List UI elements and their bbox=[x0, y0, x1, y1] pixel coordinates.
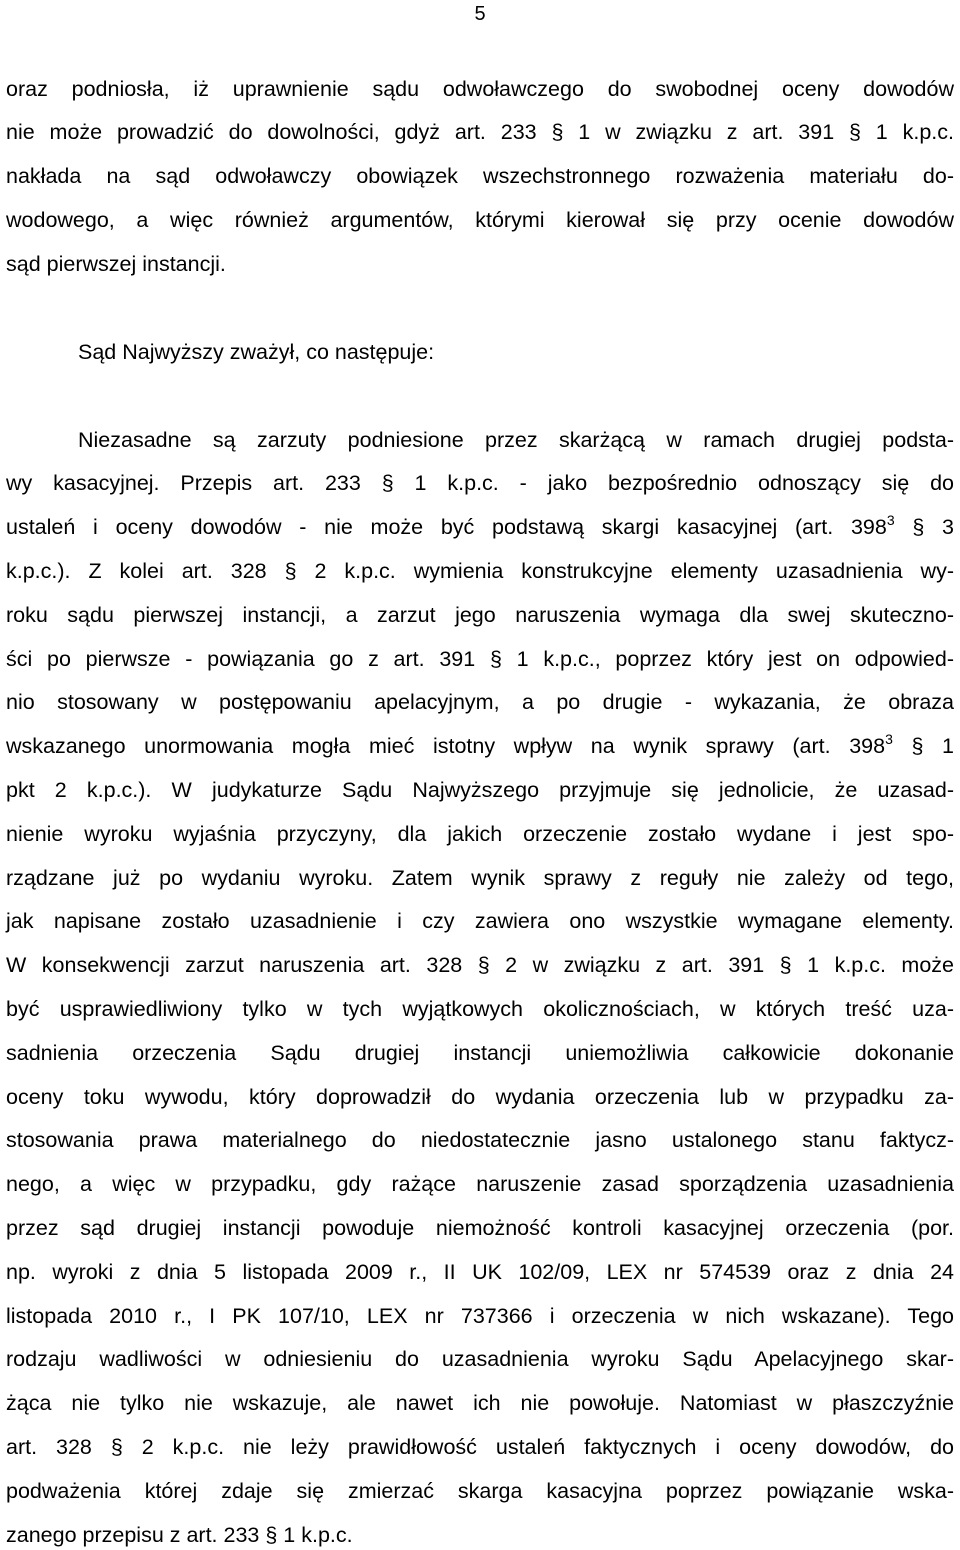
text-line: przez sąd drugiej instancji powoduje niemożność kontroli kasacyjnej orzeczenia (por. bbox=[6, 1216, 954, 1240]
text-line: sadnienia orzeczenia Sądu drugiej instancji uniemożliwia całkowicie dokonanie bbox=[6, 1041, 954, 1065]
text-line: być usprawiedliwiony tylko w tych wyjątkowych okolicznościach, w których treść uza- bbox=[6, 997, 954, 1021]
text-line: zanego przepisu z art. 233 § 1 k.p.c. bbox=[6, 1523, 353, 1547]
text-line: sąd pierwszej instancji. bbox=[6, 252, 226, 276]
text-line: art. 328 § 2 k.p.c. nie leży prawidłowość ustaleń faktycznych i oceny dowodów, do bbox=[6, 1435, 954, 1459]
text-line: ści po pierwsze - powiązania go z art. 391 § 1 k.p.c., poprzez który jest on odpowied- bbox=[6, 647, 954, 671]
text-line: Niezasadne są zarzuty podniesione przez skarżącą w ramach drugiej podsta- bbox=[78, 428, 954, 452]
text-line: stosowania prawa materialnego do niedostatecznie jasno ustalonego stanu faktycz- bbox=[6, 1128, 954, 1152]
text-line: roku sądu pierwszej instancji, a zarzut jego naruszenia wymaga dla swej skuteczno- bbox=[6, 603, 954, 627]
text-line bbox=[6, 731, 954, 761]
superscript: 3 bbox=[886, 512, 895, 528]
text-line: W konsekwencji zarzut naruszenia art. 328 § 2 w związku z art. 391 § 1 k.p.c. może bbox=[6, 953, 954, 977]
text-segment: § 1 bbox=[892, 734, 954, 758]
text-line: rodzaju wadliwości w odniesieniu do uzasadnienia wyroku Sądu Apelacyjnego skar- bbox=[6, 1347, 954, 1371]
text-line: listopada 2010 r., I PK 107/10, LEX nr 737366 i orzeczenia w nich wskazane). Tego bbox=[6, 1304, 954, 1328]
superscript: 3 bbox=[885, 731, 893, 747]
text-line: rządzane już po wydaniu wyroku. Zatem wynik sprawy z reguły nie zależy od tego, bbox=[6, 866, 954, 890]
text-line: oceny toku wywodu, który doprowadził do wydania orzeczenia lub w przypadku za- bbox=[6, 1085, 954, 1109]
text-line: wodowego, a więc również argumentów, którymi kierował się przy ocenie dowodów bbox=[6, 208, 954, 232]
text-segment: ustaleń i oceny dowodów - nie może być podstawą skargi kasacyjnej (art. 398 bbox=[6, 515, 887, 539]
text-line: nio stosowany w postępowaniu apelacyjnym, a po drugie - wykazania, że obraza bbox=[6, 690, 954, 714]
text-line: nie może prowadzić do dowolności, gdyż art. 233 § 1 w związku z art. 391 § 1 k.p.c. bbox=[6, 120, 954, 144]
text-line: podważenia której zdaje się zmierzać skarga kasacyjna poprzez powiązanie wska- bbox=[6, 1479, 954, 1503]
text-line: k.p.c.). Z kolei art. 328 § 2 k.p.c. wymienia konstrukcyjne elementy uzasadnienia wy- bbox=[6, 559, 954, 583]
text-segment: wskazanego unormowania mogła mieć istotny wpływ na wynik sprawy (art. 398 bbox=[6, 734, 886, 758]
text-line bbox=[6, 512, 954, 542]
text-line: nienie wyroku wyjaśnia przyczyny, dla jakich orzeczenie zostało wydane i jest spo- bbox=[6, 822, 954, 846]
text-line: nego, a więc w przypadku, gdy rażące naruszenie zasad sporządzenia uzasadnienia bbox=[6, 1172, 954, 1196]
text-line: oraz podniosła, iż uprawnienie sądu odwoławczego do swobodnej oceny dowodów bbox=[6, 77, 954, 101]
section-heading: Sąd Najwyższy zważył, co następuje: bbox=[78, 340, 435, 364]
text-segment: § 3 bbox=[894, 515, 954, 539]
text-line: nakłada na sąd odwoławczy obowiązek wszechstronnego rozważenia materiału do- bbox=[6, 164, 954, 188]
page-number: 5 bbox=[474, 3, 486, 25]
text-line: jak napisane zostało uzasadnienie i czy zawiera ono wszystkie wymagane elementy. bbox=[6, 909, 954, 933]
text-line: np. wyroki z dnia 5 listopada 2009 r., II UK 102/09, LEX nr 574539 oraz z dnia 24 bbox=[6, 1260, 954, 1284]
text-line: żąca nie tylko nie wskazuje, ale nawet ich nie powołuje. Natomiast w płaszczyźnie bbox=[6, 1391, 954, 1415]
text-line: wy kasacyjnej. Przepis art. 233 § 1 k.p.c. - jako bezpośrednio odnoszący się do bbox=[6, 471, 954, 495]
text-line: pkt 2 k.p.c.). W judykaturze Sądu Najwyższego przyjmuje się jednolicie, że uzasad- bbox=[6, 778, 954, 802]
